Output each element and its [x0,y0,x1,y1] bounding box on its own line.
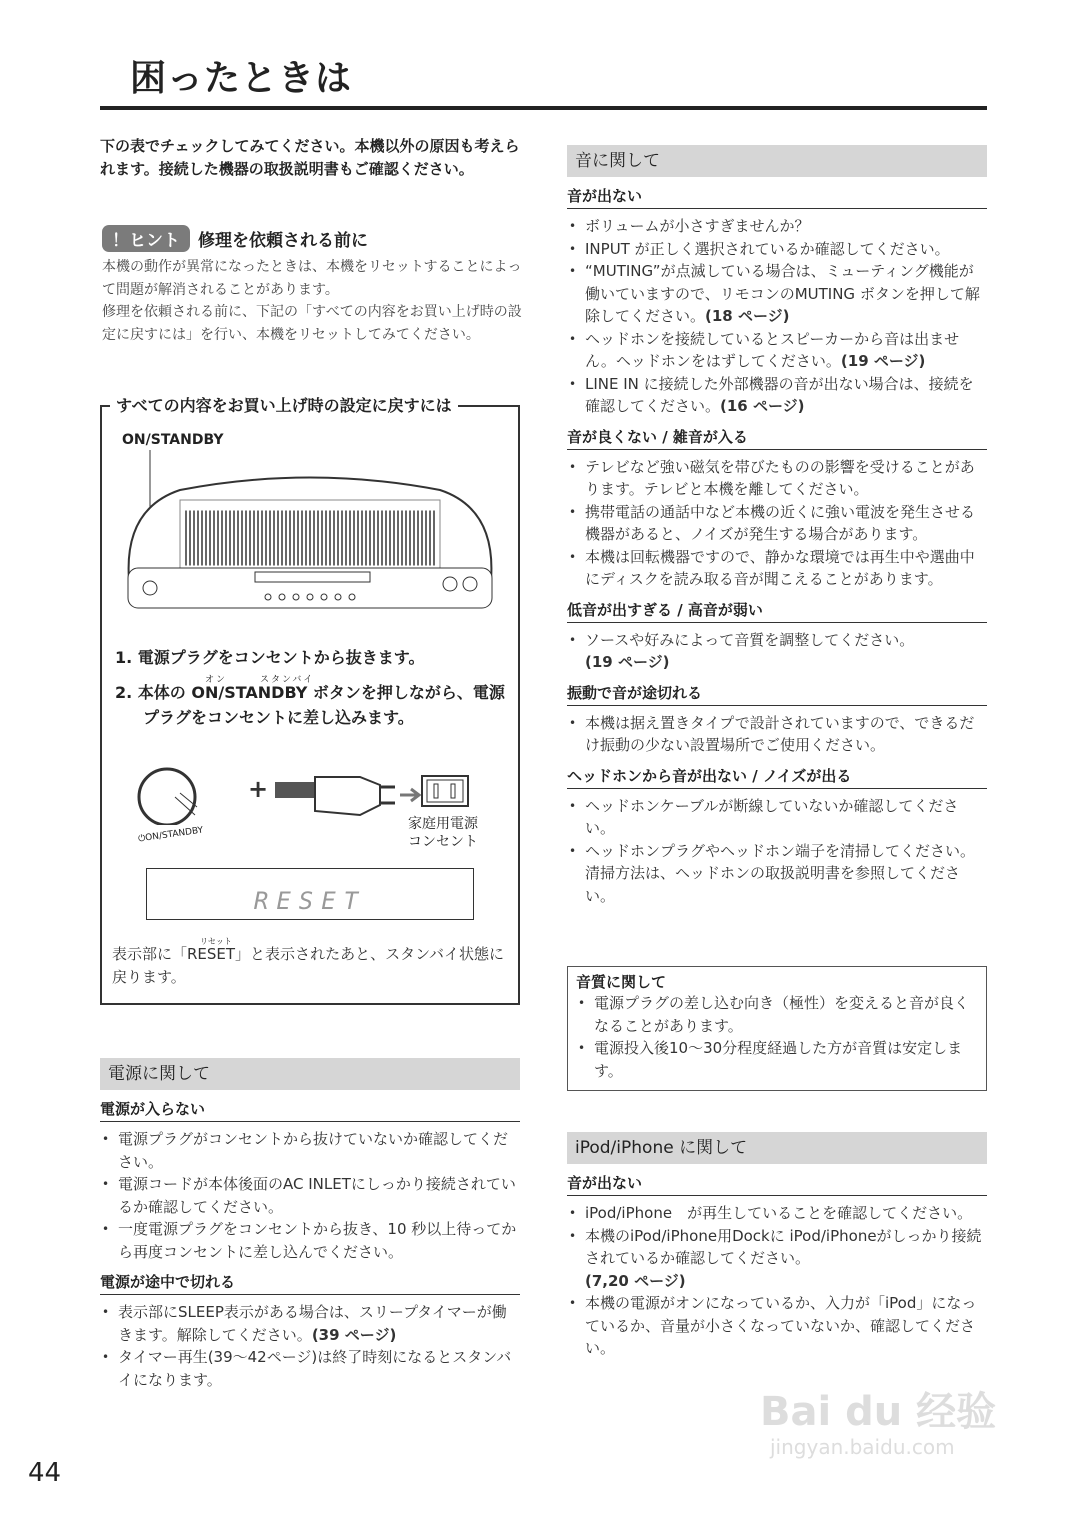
list-item: • 本機のiPod/iPhone用Dockに iPod/iPhoneがしっかり接続されているか確認してください。 (7,20 ページ) [567,1225,987,1293]
group-title: 音が良くない / 雑音が入る [567,426,987,450]
list-item: • INPUT が正しく選択されているか確認してください。 [567,238,987,261]
power-group-1 [100,1098,520,1263]
list-item: • 携帯電話の通話中など本機の近くに強い電波を発生させる機器があると、ノイズが発生する場合があります。 [567,501,987,546]
svg-text:+: + [248,775,269,803]
power-heading: 電源に関して [100,1058,520,1090]
reset-note: 表示部に「RESET」と表示されたあと、スタンバイ状態に戻ります。 [112,945,505,986]
list-item: • ヘッドホンケーブルが断線していないか確認してください。 [567,795,987,840]
list-item: • 本機は回転機器ですので、静かな環境では再生中や選曲中にディスクを読み取る音が聞こえることがあります。 [567,546,987,591]
intro-text: 下の表でチェックしてみてください。本機以外の原因も考えられます。接続した機器の取扱説明書もご確認ください。 [100,137,520,178]
outlet-label: 家庭用電源コンセント [408,816,478,850]
note-ruby: リセット [200,937,232,946]
quality-box [567,966,987,1091]
list-item: • タイマー再生(39〜42ページ)は終了時刻になるとスタンバイになります。 [100,1346,520,1391]
list-item: • 一度電源プラグをコンセントから抜き、10 秒以上待ってから再度コンセントに差し込んでください。 [100,1218,520,1263]
sound-group-5 [567,765,987,908]
group-title: 振動で音が途切れる [567,682,987,706]
power-section [100,1058,520,1391]
watermark-logo: Bai du 经验 [760,1389,997,1435]
reset-box-title: すべての内容をお買い上げ時の設定に戻すには [110,393,458,416]
list-item: • LINE IN に接続した外部機器の音が出ない場合は、接続を確認してください。(16 ページ) [567,373,987,418]
sound-group-4 [567,682,987,757]
quality-title: 音質に関して [576,973,667,991]
power-group-2 [100,1271,520,1391]
list-item: • iPod/iPhone が再生していることを確認してください。 [567,1202,987,1225]
button-label: ⏻ON/STANDBY [137,825,204,845]
group-title: 音が出ない [567,185,987,209]
ipod-group-1 [567,1172,987,1360]
group-title: 低音が出すぎる / 高音が弱い [567,599,987,623]
ipod-heading: iPod/iPhone に関して [567,1132,987,1164]
hint-p2: 修理を依頼される前に、下記の「すべての内容をお買い上げ時の設定に戻すには」を行い、本機をリセットしてみてください。 [102,304,522,343]
list-item: • 本機の電源がオンになっているか、入力が「iPod」になっているか、音量が小さくなっていないか、確認してください。 [567,1292,987,1360]
list-item: • 本機は据え置きタイプで設計されていますので、できるだけ振動の少ない設置場所でご使用ください。 [567,712,987,757]
watermark-url: jingyan.baidu.com [770,1435,955,1459]
device-label: ON/STANDBY [122,432,224,448]
step-1: 1. 電源プラグをコンセントから抜きます。 [115,648,425,667]
device-illustration [120,450,500,615]
list-item: • 電源プラグの差し込む向き（極性）を変えると音が良くなることがあります。 [576,992,978,1037]
step-2: 2. 本体の ON/STANDBY ボタンを押しながら、電源プラグをコンセントに差し込みます。 [115,683,505,727]
title-rule [100,106,987,110]
group-title: 電源が途中で切れる [100,1271,520,1295]
group-title: 音が出ない [567,1172,987,1196]
group-title: ヘッドホンから音が出ない / ノイズが出る [567,765,987,789]
sound-section [567,145,987,907]
list-item: • ボリュームが小さすぎませんか？ [567,215,987,238]
list-item: • 電源コードが本体後面のAC INLETにしっかり接続されているか確認してください。 [100,1173,520,1218]
ipod-section [567,1132,987,1360]
sound-group-3 [567,599,987,674]
hint-heading: 修理を依頼される前に [198,231,368,251]
lcd-display: RESET [146,868,474,920]
page-title: 困ったときは [130,58,353,99]
list-item: • 表示部にSLEEP表示がある場合は、スリープタイマーが働きます。解除してください。(39 ページ) [100,1301,520,1346]
sound-heading: 音に関して [567,145,987,177]
list-item: • ヘッドホンを接続しているとスピーカーから音は出ません。ヘッドホンをはずしてください。(19 ページ) [567,328,987,373]
page-number: 44 [28,1458,62,1488]
list-item: • 電源投入後10〜30分程度経過した方が音質は安定します。 [576,1037,978,1082]
step-2-ruby: オン スタンバイ [205,675,315,685]
group-title: 電源が入らない [100,1098,520,1122]
list-item: • 電源プラグがコンセントから抜けていないか確認してください。 [100,1128,520,1173]
list-item: • “MUTING”が点滅している場合は、ミューティング機能が働いていますので、リモコンのMUTING ボタンを押して解除してください。(18 ページ) [567,260,987,328]
hint-p1: 本機の動作が異常になったときは、本機をリセットすることによって問題が解消されることがあります。 [102,259,522,298]
list-item: • ソースや好みによって音質を調整してください。 (19 ページ) [567,629,987,674]
list-item: • ヘッドホンプラグやヘッドホン端子を清掃してください。清掃方法は、ヘッドホンの取扱説明書を参照してください。 [567,840,987,908]
hint-badge: ！ヒント [102,225,190,252]
sound-group-1 [567,185,987,418]
list-item: • テレビなど強い磁気を帯びたものの影響を受けることがあります。テレビと本機を離してください。 [567,456,987,501]
sound-group-2 [567,426,987,591]
hint-section [102,225,522,346]
